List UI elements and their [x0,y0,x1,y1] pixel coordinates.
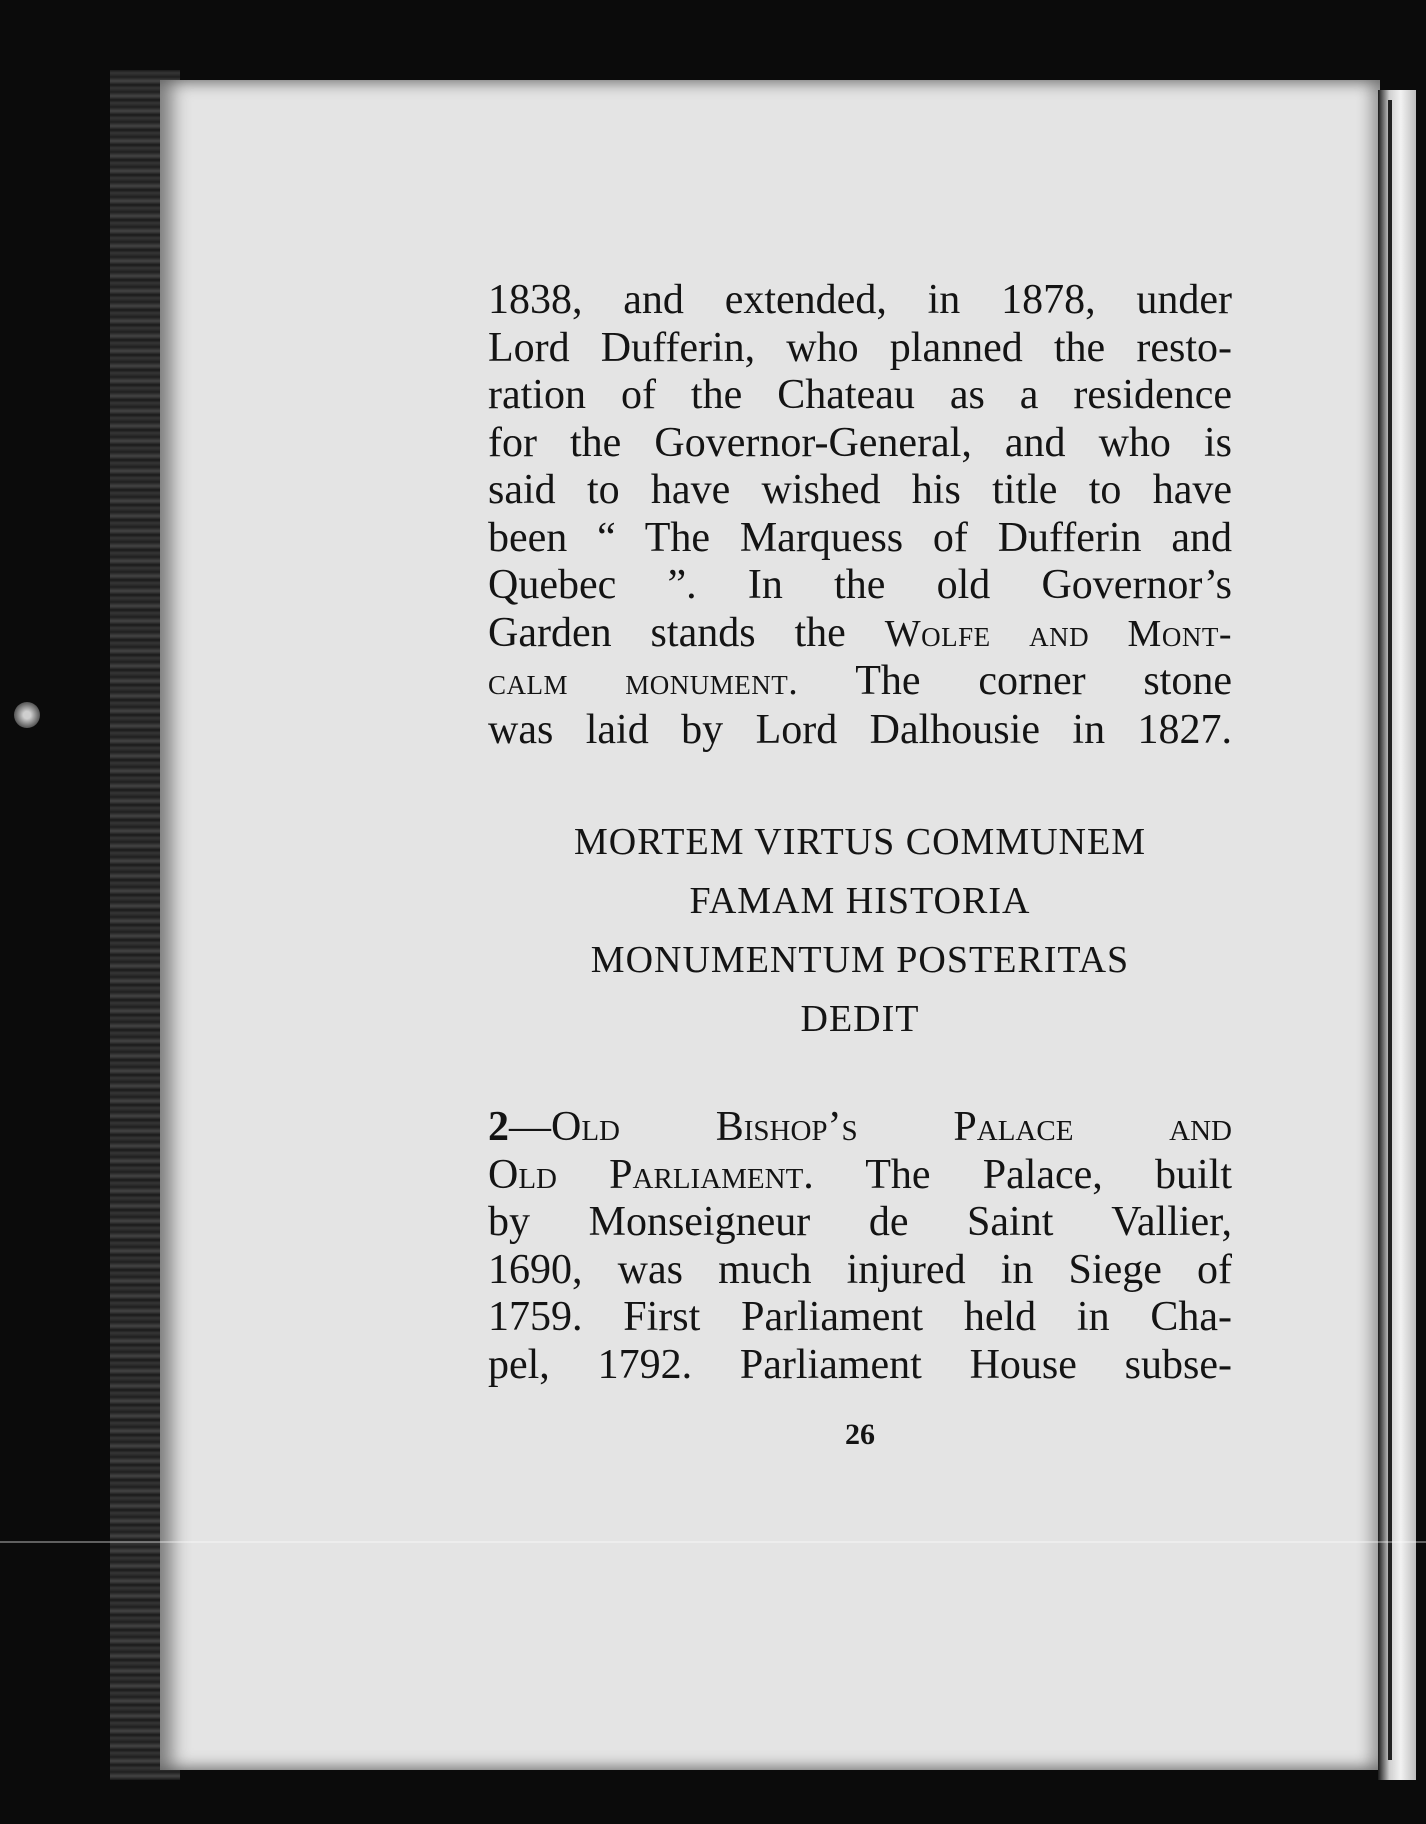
text-line: for the Governor-General, and who is [488,419,1232,466]
latin-inscription [488,813,1232,1049]
text-line: been “ The Marquess of Dufferin and [488,514,1232,561]
text-line: 1759. First Parliament held in Cha- [488,1294,1232,1340]
text-span: The Palace, built [813,1151,1232,1198]
page-right-edge [1378,90,1416,1780]
inscription-line: DEDIT [800,998,920,1040]
text-line: Quebec ”. In the old Governor’s [488,562,1232,608]
section-entry [488,1104,1232,1389]
scan-line [0,1541,1426,1543]
section-number: 2 [488,1104,509,1150]
section-heading: —Old Bishop’s Palace and [509,1104,1232,1150]
inscription-line: MORTEM VIRTUS COMMUNEM [573,821,1147,863]
page-number: 26 [845,1418,875,1451]
inscription-line: MONUMENTUM POSTERITAS [590,939,1130,981]
text-line: by Monseigneur de Saint Vallier, [488,1199,1232,1245]
text-span: Garden stands the [488,609,885,656]
text-line: 1838, and extended, in 1878, under [488,277,1232,323]
text-span: The corner stone [798,658,1232,704]
text-line: Lord Dufferin, who planned the resto- [488,324,1232,371]
text-line [488,610,1232,659]
text-line: 1690, was much injured in Siege of [488,1246,1232,1293]
text-line [488,658,1232,707]
monument-name: Wolfe and Mont- [884,612,1232,655]
body-paragraph [488,277,1232,754]
page-right-rule [1388,100,1392,1760]
text-line: ration of the Chateau as a residence [488,372,1232,418]
section-heading-line [488,1152,1232,1200]
text-line: was laid by Lord Dalhousie in 1827. [488,706,1232,753]
monument-name-cont: calm monument. [488,661,799,703]
inscription-line: FAMAM HISTORIA [689,880,1031,922]
section-heading-line [488,1104,1232,1152]
text-line: said to have wished his title to have [488,467,1232,513]
text-line: pel, 1792. Parliament House subse- [488,1341,1232,1388]
section-heading-cont: Old Parliament. [488,1151,814,1198]
scan-artifact [14,702,40,728]
